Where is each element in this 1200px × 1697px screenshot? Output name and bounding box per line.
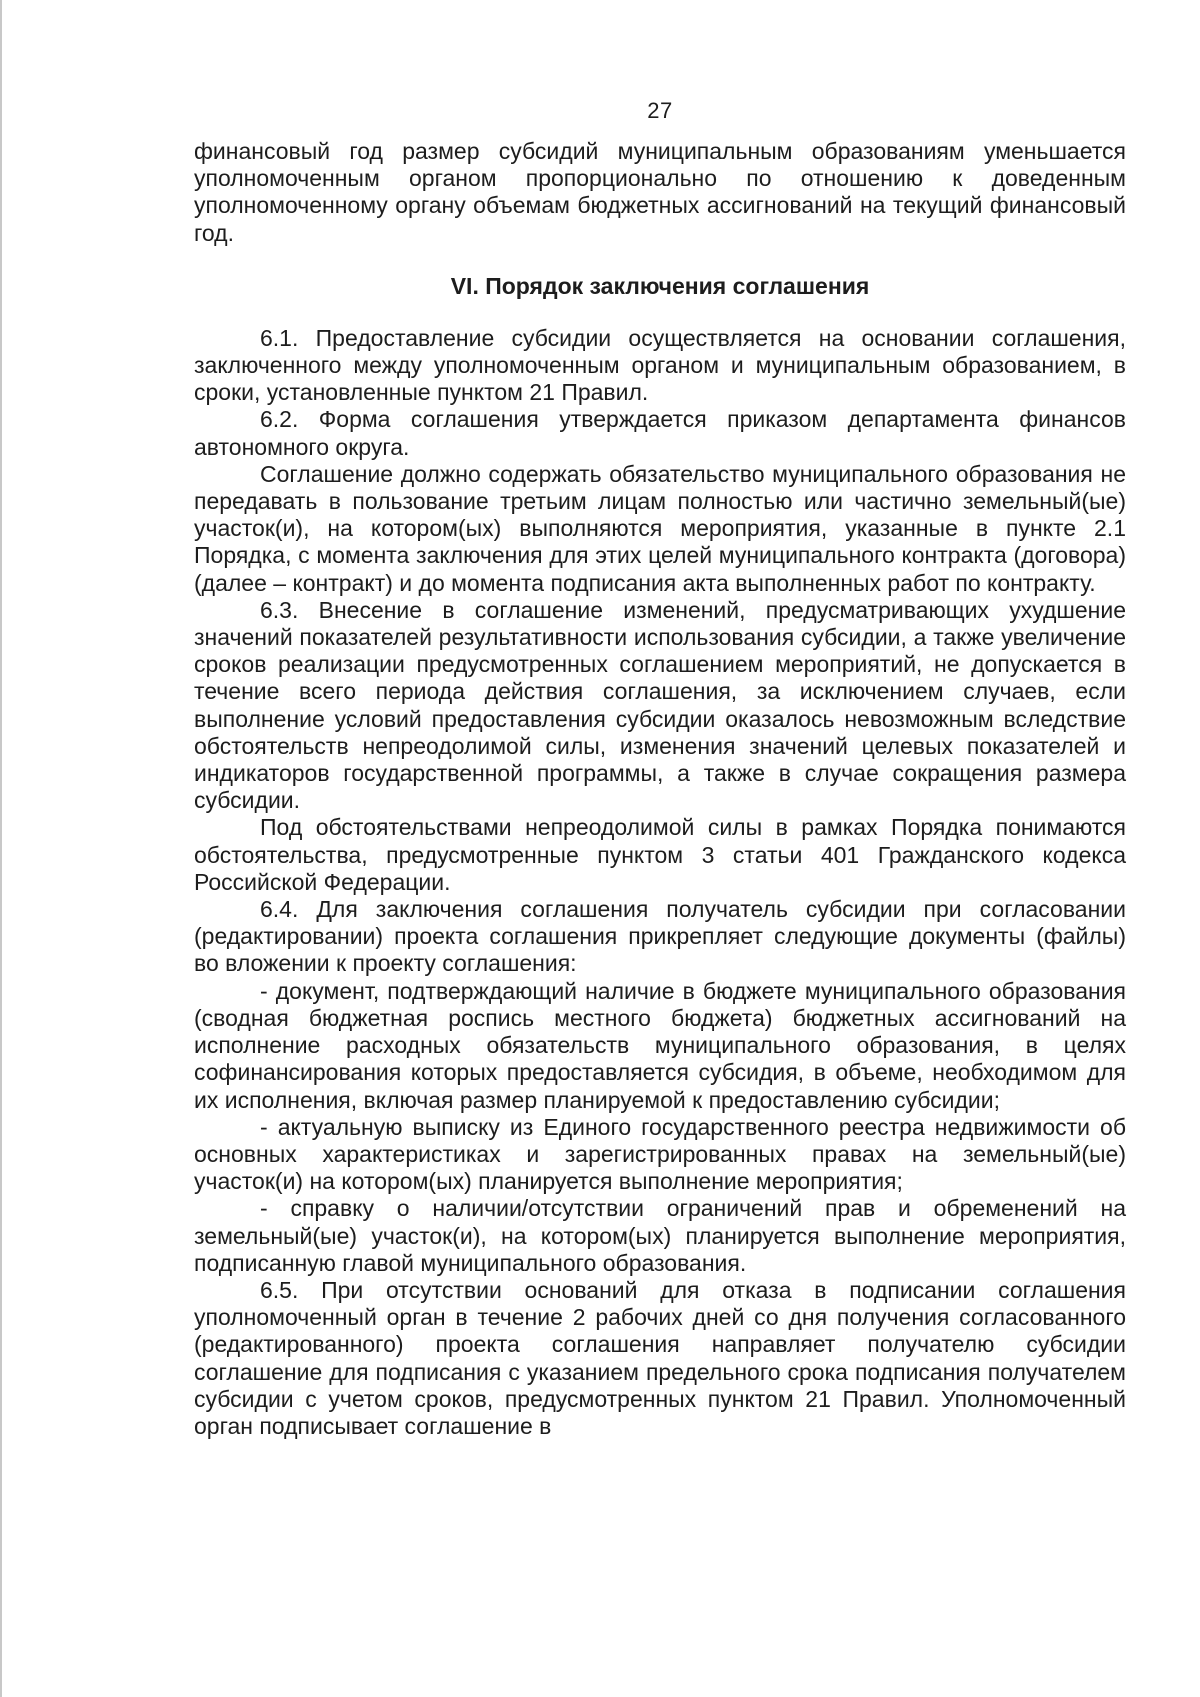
paragraph-continuation: финансовый год размер субсидий муниципальным образованиям уменьшается уполномоченным органом пропорционально по отношению к доведенным уполномоченному органу объемам бюджетных ассигнований на текущий финансовый год.	[194, 138, 1126, 246]
paragraph-force-majeure: Под обстоятельствами непреодолимой силы в рамках Порядка понимаются обстоятельства, предусмотренные пунктом 3 статьи 401 Гражданского кодекса Российской Федерации.	[194, 814, 1126, 895]
list-item-encumbrance-certificate: - справку о наличии/отсутствии ограничений прав и обременений на земельный(ые) участок(и), на котором(ых) планируется выполнение мероприятия, подписанную главой муниципального образования.	[194, 1195, 1126, 1276]
paragraph-6-4: 6.4. Для заключения соглашения получатель субсидии при согласовании (редактировании) проекта соглашения прикрепляет следующие документы (файлы) во вложении к проекту соглашения:	[194, 896, 1126, 977]
document-body	[194, 138, 1126, 1440]
paragraph-6-5: 6.5. При отсутствии оснований для отказа в подписании соглашения уполномоченный орган в течение 2 рабочих дней со дня получения согласованного (редактированного) проекта соглашения направляет получателю субсидии соглашение для подписания с указанием предельного срока подписания получателем субсидии с учетом сроков, предусмотренных пунктом 21 Правил. Уполномоченный орган подписывает соглашение в	[194, 1276, 1126, 1439]
section-heading: VI. Порядок заключения соглашения	[450, 272, 870, 299]
list-item-registry-extract: - актуальную выписку из Единого государственного реестра недвижимости об основных характеристиках и зарегистрированных правах на земельный(ые) участок(и) на котором(ых) планируется выполнение мероприятия;	[194, 1113, 1126, 1195]
paragraph-6-3: 6.3. Внесение в соглашение изменений, предусматривающих ухудшение значений показателей результативности использования субсидии, а также увеличение сроков реализации предусмотренных соглашением мероприятий, не допускается в течение всего периода действия соглашения, за исключением случаев, если выполнение условий предоставления субсидии оказалось невозможным вследствие обстоятельств непреодолимой силы, изменения значений целевых показателей и индикаторов государственной программы, а также в случае сокращения размера субсидии.	[194, 596, 1126, 814]
paragraph-6-1: 6.1. Предоставление субсидии осуществляется на основании соглашения, заключенного между уполномоченным органом и муниципальным образованием, в сроки, установленные пунктом 21 Правил.	[194, 324, 1126, 406]
paragraph-agreement-obligation: Соглашение должно содержать обязательство муниципального образования не передавать в пользование третьим лицам полностью или частично земельный(ые) участок(и), на котором(ых) выполняются мероприятия, указанные в пункте 2.1 Порядка, с момента заключения для этих целей муниципального контракта (договора) (далее – контракт) и до момента подписания акта выполненных работ по контракту.	[194, 460, 1126, 596]
list-item-budget-document: - документ, подтверждающий наличие в бюджете муниципального образования (сводная бюджетная роспись местного бюджета) бюджетных ассигнований на исполнение расходных обязательств муниципального образования, в целях софинансирования которых предоставляется субсидия, в объеме, необходимом для их исполнения, включая размер планируемой к предоставлению субсидии;	[194, 977, 1126, 1113]
page-edge	[0, 0, 2, 1697]
page-number: 27	[647, 98, 673, 123]
paragraph-6-2: 6.2. Форма соглашения утверждается приказом департамента финансов автономного округа.	[194, 406, 1126, 460]
